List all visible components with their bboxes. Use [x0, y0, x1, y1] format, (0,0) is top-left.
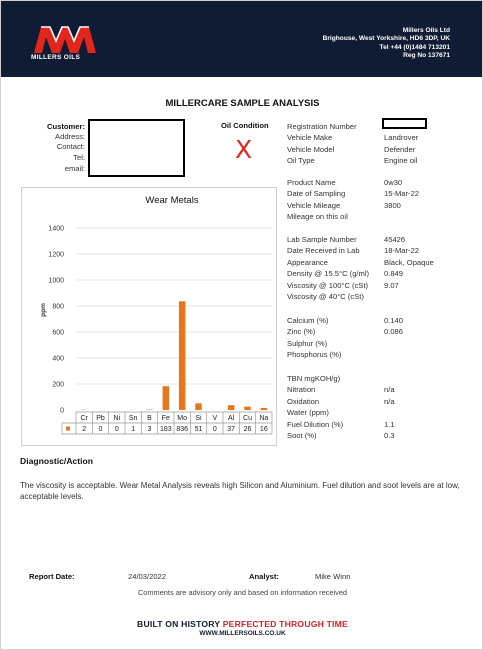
lab-value: 18-Mar-22: [384, 246, 420, 256]
lab-label: Viscosity @ 100°C (cSt): [287, 280, 369, 290]
additives-label: Zinc (%): [287, 327, 316, 337]
product-label: Vehicle Mileage: [287, 200, 341, 210]
condition-value: n/a: [384, 385, 395, 395]
value-label-Mo: 836: [176, 426, 189, 433]
lab-value: 0.849: [384, 269, 404, 279]
category-label-B: B: [147, 415, 152, 422]
product-label: Product Name: [287, 178, 336, 187]
company-address-line: Brighouse, West Yorkshire, HD6 3DP, UK: [322, 35, 450, 43]
report-date-value: 24/03/2022: [128, 572, 167, 581]
value-label-Ni: 0: [114, 426, 119, 433]
value-label-Sn: 1: [131, 426, 136, 433]
company-address: [323, 27, 450, 61]
condition-value: n/a: [384, 396, 395, 406]
wear-metals-chart: [21, 187, 277, 446]
category-label-Si: Si: [195, 415, 202, 422]
category-label-Na: Na: [259, 415, 269, 422]
condition-label: Nitration: [287, 385, 316, 395]
diagnostic-heading: Diagnostic/Action: [20, 456, 94, 466]
bar-Cu: [244, 407, 251, 410]
footer-url: WWW.MILLERSOILS.CO.UK: [199, 630, 286, 637]
diagnostic-text: The viscosity is acceptable. Wear Metal Analysis reveals high Silicon and Aluminium. Fuel dilution and soot levels are at low, acceptable levels.: [20, 481, 460, 501]
bar-Mo: [179, 301, 186, 410]
y-tick-label: 400: [52, 355, 64, 363]
chart-svg: [22, 188, 276, 445]
customer-heading: Customer:: [47, 122, 85, 131]
value-label-Si: 51: [194, 426, 203, 433]
y-tick-label: 1200: [48, 251, 64, 259]
lab-value: 45426: [384, 235, 406, 244]
condition-label: Soot (%): [287, 431, 317, 440]
value-label-B: 3: [147, 426, 152, 433]
company-reg: Reg No 137671: [403, 52, 450, 60]
advisory-note: Comments are advisory only and based on information received: [137, 588, 348, 597]
lab-label: Date Received in Lab: [287, 246, 360, 256]
contact-label: Contact:: [56, 142, 85, 151]
y-tick-label: 600: [52, 329, 64, 337]
legend-key-icon: [66, 427, 70, 431]
header-banner: [1, 1, 482, 77]
lab-value: Black, Opaque: [384, 257, 434, 267]
product-label: Date of Sampling: [287, 189, 346, 199]
product-label: Mileage on this oil: [287, 212, 348, 222]
product-value: 3800: [384, 200, 401, 210]
oil-condition-label: Oil Condition: [221, 121, 269, 130]
condition-label: Fuel Dilution (%): [287, 419, 344, 429]
category-label-Cr: Cr: [80, 415, 88, 422]
address-label: Address:: [55, 132, 85, 141]
bar-Fe: [163, 386, 170, 410]
vehicle-label: Vehicle Model: [287, 144, 335, 154]
chart-title: Wear Metals: [145, 195, 199, 206]
product-value: 0w30: [384, 178, 403, 187]
condition-label: TBN mgKOH/g): [287, 374, 341, 383]
report-date-label: Report Date:: [29, 572, 75, 581]
customer-redaction: [88, 119, 185, 177]
y-tick-label: 200: [52, 381, 64, 389]
category-label-Al: Al: [228, 415, 235, 422]
page-title: MILLERCARE SAMPLE ANALYSIS: [165, 98, 320, 109]
tel-label: Tel:: [73, 153, 85, 162]
additives-value: 0.140: [384, 316, 404, 325]
vehicle-label: Vehicle Make: [287, 133, 333, 143]
lab-label: Density @ 15.5°C (g/ml): [287, 269, 370, 279]
condition-label: Oxidation: [287, 396, 320, 406]
email-label: email:: [64, 164, 85, 173]
lab-label: Viscosity @ 40°C (cSt): [287, 292, 364, 301]
value-label-Al: 37: [227, 426, 236, 433]
additives-value: 0.086: [384, 327, 404, 337]
bar-Al: [228, 405, 235, 410]
value-label-Na: 16: [259, 426, 268, 433]
category-label-Mo: Mo: [177, 415, 188, 422]
bar-Na: [261, 408, 268, 410]
y-tick-label: 1000: [48, 277, 64, 285]
logo-wordmark: MILLERS OILS: [31, 54, 81, 61]
product-value: 15-Mar-22: [384, 189, 420, 199]
category-label-Cu: Cu: [243, 415, 252, 422]
vehicle-value: Defender: [384, 144, 416, 154]
y-tick-label: 800: [52, 303, 64, 311]
additives-label: Phosphorus (%): [287, 350, 342, 360]
analyst-label: Analyst:: [249, 572, 279, 581]
value-label-Fe: 183: [159, 426, 172, 433]
vehicle-value: Landrover: [384, 133, 419, 143]
vehicle-label: Registration Number: [287, 122, 357, 131]
additives-label: Sulphur (%): [287, 338, 328, 348]
brand-tagline-part2: PERFECTED THROUGH TIME: [222, 619, 348, 629]
vehicle-label: Oil Type: [287, 156, 315, 166]
registration-redaction: [382, 118, 427, 129]
lab-label: Lab Sample Number: [287, 235, 357, 244]
millers-logo-icon: [28, 21, 100, 69]
condition-value: 1.1: [384, 419, 395, 429]
brand-tagline-part1: BUILT ON HISTORY: [137, 619, 223, 629]
value-label-Cu: 26: [243, 426, 252, 433]
category-label-Fe: Fe: [161, 415, 170, 422]
condition-label: Water (ppm): [287, 408, 329, 418]
condition-value: 0.3: [384, 431, 395, 440]
oil-condition-mark: X: [235, 135, 253, 164]
category-label-Ni: Ni: [113, 415, 121, 422]
lab-label: Appearance: [287, 257, 328, 267]
analyst-value: Mike Winn: [315, 572, 351, 581]
value-label-Pb: 0: [98, 426, 103, 433]
chart-ylabel: ppm: [40, 303, 47, 317]
y-tick-label: 0: [60, 407, 64, 415]
bar-Si: [195, 403, 202, 410]
category-label-V: V: [212, 415, 218, 422]
additives-label: Calcium (%): [287, 316, 329, 325]
company-name: Millers Oils Ltd: [402, 27, 450, 34]
company-phone: Tel +44 (0)1484 713201: [379, 43, 450, 51]
footer-brand: [1, 619, 483, 629]
vehicle-value: Engine oil: [384, 156, 418, 166]
lab-value: 9.07: [384, 280, 399, 290]
value-label-Cr: 2: [82, 426, 87, 433]
category-label-Pb: Pb: [96, 415, 105, 422]
y-tick-label: 1400: [48, 225, 64, 233]
category-label-Sn: Sn: [128, 415, 138, 422]
value-label-V: 0: [212, 426, 217, 433]
